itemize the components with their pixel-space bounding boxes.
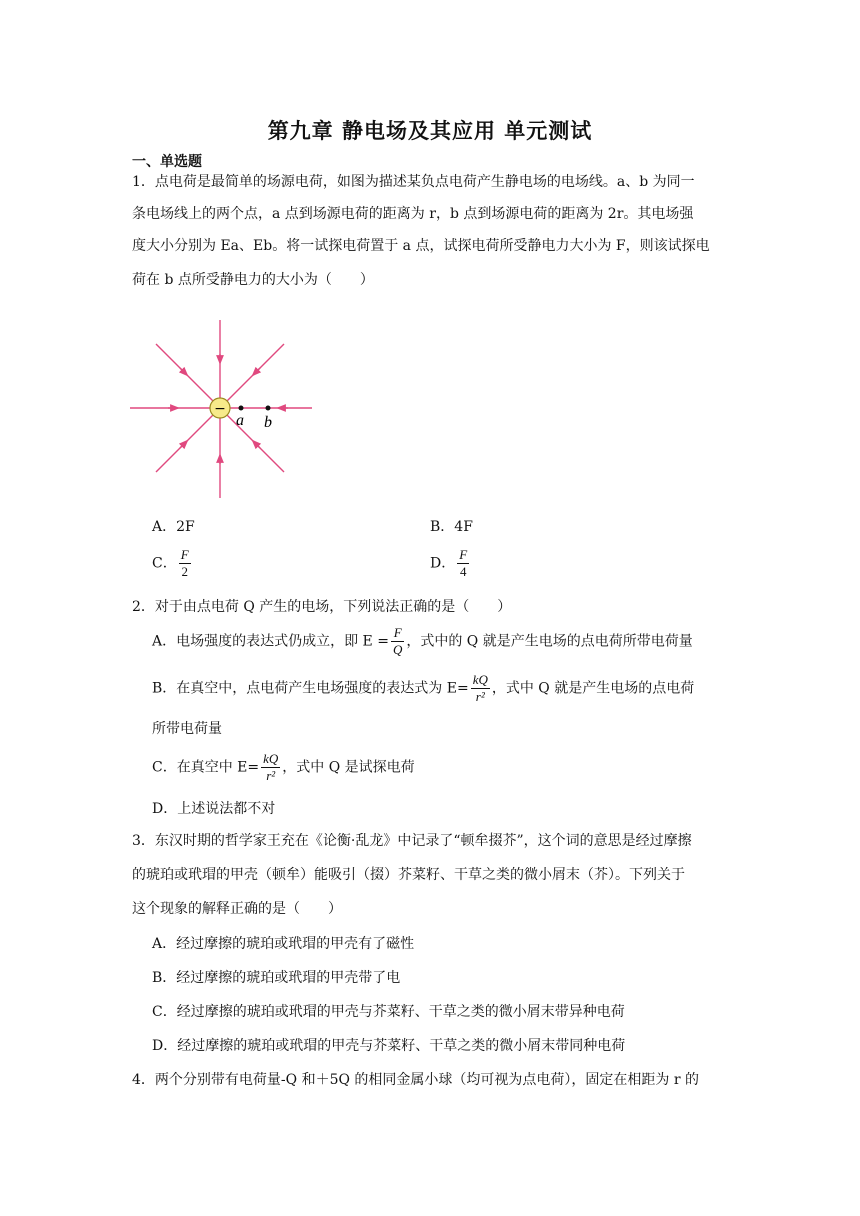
q1-option-d[interactable] (430, 547, 471, 580)
q2-option-b-line-2: 所带电荷量 (152, 721, 222, 737)
q3-option-b[interactable]: B．经过摩擦的琥珀或玳瑁的甲壳带了电 (152, 970, 401, 986)
q3-line-1: 3．东汉时期的哲学家王充在《论衡·乱龙》中记录了“顿牟掇芥”，这个词的意思是经过摩擦 (132, 833, 692, 849)
q2-option-b-text: B．在真空中，点电荷产生电场强度的表达式为 E= (152, 680, 469, 697)
fraction-denominator: 4 (459, 564, 467, 579)
fraction-numerator: F (459, 547, 468, 562)
fraction-denominator: r² (475, 689, 485, 704)
q2-option-c-fraction (261, 751, 280, 784)
point-a-dot (239, 406, 244, 411)
electric-field-figure (128, 318, 318, 500)
q1-option-d-prefix: D． (430, 555, 456, 572)
q1-option-d-fraction (457, 547, 469, 580)
q1-option-a[interactable]: A．2F (152, 519, 195, 535)
q4-line-1: 4．两个分别带有电荷量-Q 和＋5Q 的相同金属小球（均可视为点电荷），固定在相距为 r 的 (132, 1072, 699, 1088)
fraction-numerator: kQ (472, 672, 488, 687)
point-a-label: a (236, 412, 244, 429)
page-title: 第九章 静电场及其应用 单元测试 (267, 119, 593, 143)
q2-option-b-fraction (471, 672, 490, 705)
fraction-denominator: r² (266, 768, 276, 783)
q2-option-b[interactable] (152, 672, 694, 705)
point-b-dot (266, 406, 271, 411)
q3-line-2: 的琥珀或玳瑁的甲壳（顿牟）能吸引（掇）芥菜籽、干草之类的微小屑末（芥）。下列关于 (132, 867, 685, 883)
fraction-denominator: Q (392, 642, 403, 657)
point-b-label: b (264, 414, 272, 431)
fraction-numerator: F (180, 547, 189, 562)
q2-option-a-text: A．电场强度的表达式仍成立，即 E = (152, 633, 389, 650)
q2-stem: 2．对于由点电荷 Q 产生的电场，下列说法正确的是（ ） (132, 599, 512, 615)
q3-line-3: 这个现象的解释正确的是（ ） (132, 901, 342, 917)
q1-option-c-prefix: C． (152, 555, 177, 572)
q2-option-a-fraction (391, 625, 404, 658)
q1-line-2: 条电场线上的两个点，a 点到场源电荷的距离为 r，b 点到场源电荷的距离为 2r。其电场强 (132, 206, 694, 222)
q2-option-a-tail: ，式中的 Q 就是产生电场的点电荷所带电荷量 (406, 633, 693, 650)
q2-option-c-tail: ，式中 Q 是试探电荷 (282, 759, 415, 776)
q2-option-a[interactable] (152, 625, 693, 658)
charge-sign: − (214, 401, 226, 417)
q2-option-d[interactable]: D．上述说法都不对 (152, 801, 276, 817)
q3-option-c[interactable]: C．经过摩擦的琥珀或玳瑁的甲壳与芥菜籽、干草之类的微小屑末带异种电荷 (152, 1004, 625, 1020)
q1-option-c[interactable] (152, 547, 193, 580)
q1-option-b[interactable]: B．4F (430, 519, 473, 535)
q1-line-1: 1．点电荷是最简单的场源电荷，如图为描述某负点电荷产生静电场的电场线。a、b 为同一 (132, 174, 695, 190)
q2-option-b-tail: ，式中 Q 就是产生电场的点电荷 (491, 680, 695, 697)
q2-option-c[interactable] (152, 751, 415, 784)
section-heading: 一、单选题 (132, 154, 202, 170)
q2-option-c-text: C．在真空中 E= (152, 759, 260, 776)
q3-option-d[interactable]: D．经过摩擦的琥珀或玳瑁的甲壳与芥菜籽、干草之类的微小屑末带同种电荷 (152, 1038, 626, 1054)
q1-line-3: 度大小分别为 Ea、Eb。将一试探电荷置于 a 点，试探电荷所受静电力大小为 F，则该试探电 (132, 238, 710, 254)
q1-line-4: 荷在 b 点所受静电力的大小为（ ） (132, 272, 374, 288)
fraction-denominator: 2 (181, 564, 188, 579)
q3-option-a[interactable]: A．经过摩擦的琥珀或玳瑁的甲壳有了磁性 (152, 936, 415, 952)
q1-option-c-fraction (179, 547, 191, 580)
fraction-numerator: F (391, 625, 404, 642)
fraction-numerator: kQ (263, 751, 279, 766)
